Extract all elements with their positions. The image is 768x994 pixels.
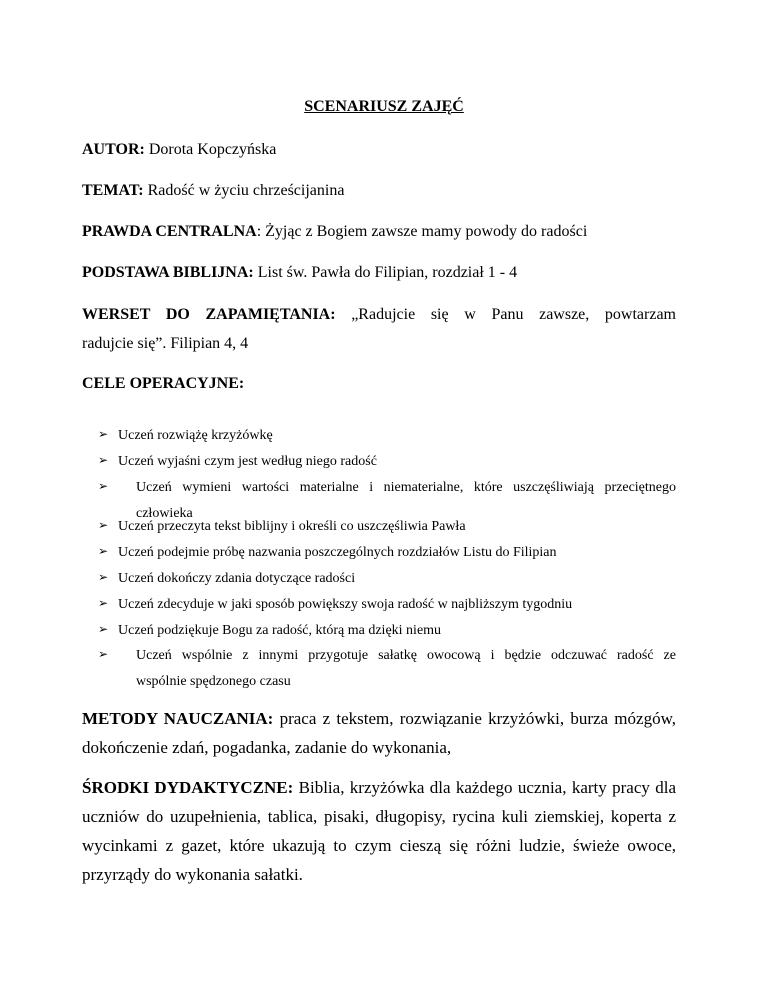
central-truth-label: PRAWDA CENTRALNA [82, 223, 257, 240]
memory-verse-label: WERSET DO ZAPAMIĘTANIA: [82, 306, 336, 323]
objectives-heading [82, 375, 244, 393]
central-truth-line [82, 223, 587, 241]
teaching-methods-line-2: dokończenie zdań, pogadanka, zadanie do wykonania, [82, 738, 452, 757]
objective-item: ➢ Uczeń zdecyduje w jaki sposób powiększy swoja radość w najbliższym tygodniu [82, 596, 572, 613]
objectives-heading-text: CELE OPERACYJNE: [82, 375, 245, 392]
central-truth-value: : Żyjąc z Bogiem zawsze mamy powody do radości [256, 223, 588, 240]
topic-line [82, 182, 344, 200]
teaching-aids-line-2: uczniów do uzupełnienia, tablica, pisaki, długopisy, rycina kuli ziemskiej, koperta z [82, 807, 676, 826]
teaching-methods [82, 704, 676, 762]
teaching-methods-line-1: METODY NAUCZANIA: praca z tekstem, rozwiązanie krzyżówki, burza mózgów, [82, 709, 676, 728]
objective-item: ➢ Uczeń przeczyta tekst biblijny i określi co uszczęśliwia Pawła [82, 518, 466, 535]
memory-verse [82, 305, 676, 353]
teaching-methods-label: METODY NAUCZANIA: [82, 709, 274, 728]
objective-item: ➢ Uczeń podziękuje Bogu za radość, którą ma dzięki niemu [82, 622, 441, 639]
page-title: SCENARIUSZ ZAJĘĆ [304, 98, 464, 115]
author-value: Dorota Kopczyńska [144, 141, 277, 158]
objective-item: ➢ Uczeń rozwiążę krzyżówkę [82, 427, 273, 444]
topic-label: TEMAT: [82, 182, 144, 199]
teaching-aids-label: ŚRODKI DYDAKTYCZNE: [82, 778, 294, 797]
memory-verse-value: „Radujcie się w Panu zawsze, powtarzam [335, 306, 676, 323]
arrow-bullet-icon: ➢ [98, 596, 109, 610]
objective-item: ➢ Uczeń wyjaśni czym jest według niego radość [82, 453, 377, 470]
arrow-bullet-icon: ➢ [98, 647, 109, 661]
arrow-bullet-icon: ➢ [98, 479, 109, 493]
teaching-aids-line-3: wycinkami z gazet, które ukazują to czym cieszą się różni ludzie, świeże owoce, [82, 836, 676, 855]
teaching-aids [82, 773, 676, 889]
objective-item: ➢ Uczeń dokończy zdania dotyczące radości [82, 570, 355, 587]
memory-verse-line-1 [82, 305, 676, 324]
topic-value: Radość w życiu chrześcijanina [143, 182, 345, 199]
objective-item: ➢ Uczeń podejmie próbę nazwania poszczególnych rozdziałów Listu do Filipian [82, 544, 557, 561]
objective-item: Uczeń wspólnie z innymi przygotuje sałatkę owocową i będzie odczuwać radość ze wspólnie spędzonego czasu [136, 648, 676, 689]
biblical-basis-label: PODSTAWA BIBLIJNA: [82, 264, 254, 281]
arrow-bullet-icon: ➢ [98, 622, 109, 636]
author-line [82, 141, 276, 159]
biblical-basis-line [82, 264, 517, 282]
arrow-bullet-icon: ➢ [98, 427, 109, 441]
teaching-aids-line-4: przyrządy do wykonania sałatki. [82, 865, 303, 884]
arrow-bullet-icon: ➢ [98, 570, 109, 584]
teaching-aids-line-1: ŚRODKI DYDAKTYCZNE: Biblia, krzyżówka dla każdego ucznia, karty pracy dla [82, 778, 676, 797]
arrow-bullet-icon: ➢ [98, 544, 109, 558]
author-label: AUTOR: [82, 141, 145, 158]
biblical-basis-value: List św. Pawła do Filipian, rozdział 1 - 4 [253, 264, 518, 281]
objective-item: Uczeń wymieni wartości materialne i niematerialne, które uszczęśliwiają przeciętnego człowieka [136, 480, 676, 521]
arrow-bullet-icon: ➢ [98, 453, 109, 467]
arrow-bullet-icon: ➢ [98, 518, 109, 532]
memory-verse-line-2: radujcie się”. Filipian 4, 4 [82, 335, 249, 352]
